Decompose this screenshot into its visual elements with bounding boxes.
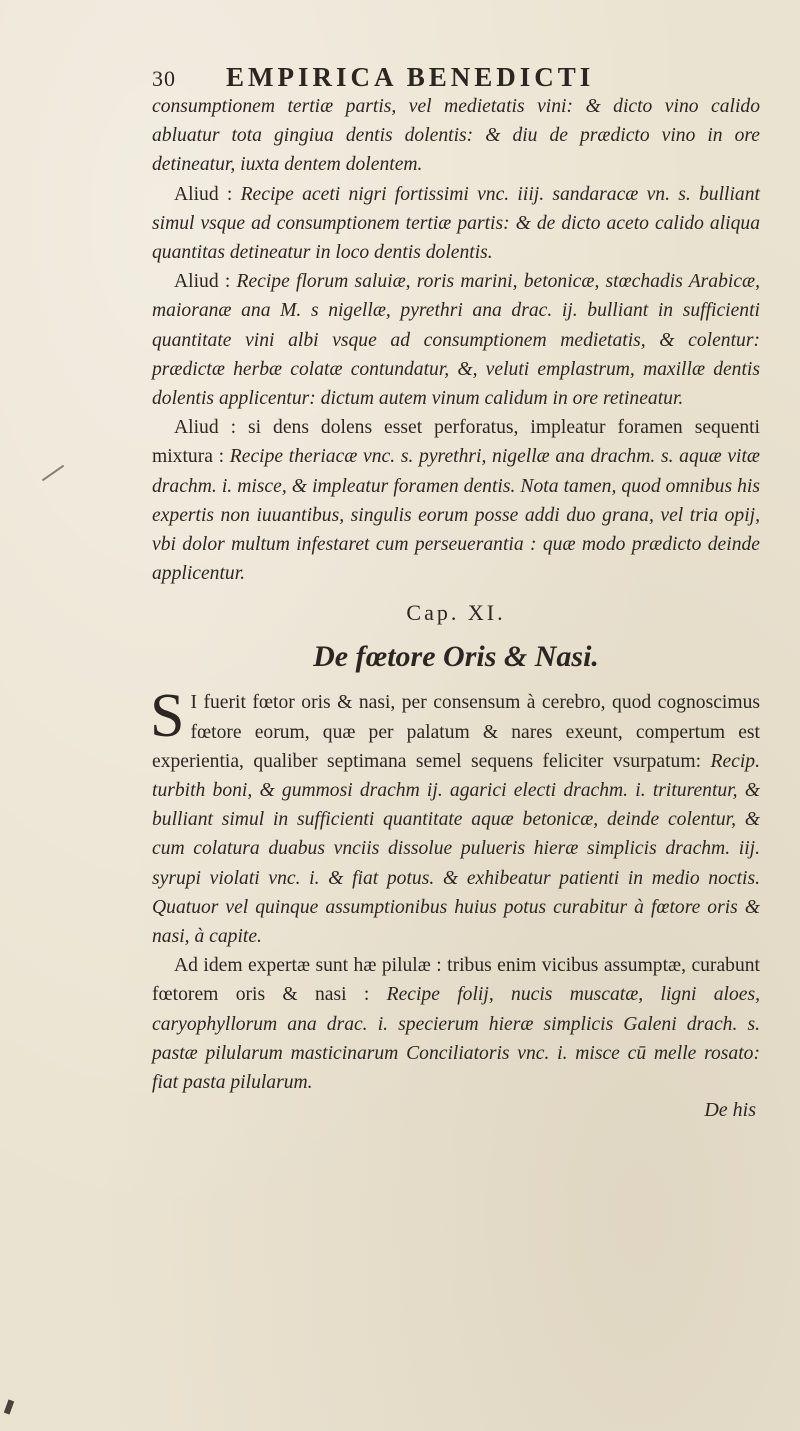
catchword: De his [704, 1099, 756, 1122]
ink-fleck [4, 1399, 14, 1414]
paragraph-text: Recip. turbith boni, & gummosi drachm ij. agarici electi drachm. i. triturentur, & bulliant simul in sufficienti quantitate aquæ betonicæ, deinde colentur, & cum colatura duabus vnciis dissolue pulueris hieræ simplicis drachm. iij. syrupi violati vnc. i. & fiat potus. & exhibeatur patienti in medio noctis. Quatuor vel quinque assumptionibus huius potus curabitur à fœtore oris & nasi, à capite. [152, 750, 760, 948]
chapter-number: Cap. XI. [406, 600, 506, 626]
paragraph-aliud-1 [152, 180, 760, 268]
paragraph-lead: Ad idem expertæ sunt hæ pilulæ : tribus enim vicibus assumptæ, curabunt fœtorem oris & nasi : [152, 955, 760, 1006]
paragraph-ad-idem [152, 951, 760, 1097]
chapter-title: De fœtore Oris & Nasi. [313, 640, 599, 674]
paragraph-lead: I fuerit fœtor oris & nasi, per consensum à cerebro, quod cognoscimus fœtore eorum, quæ per palatum & nares exeunt, compertum est experientia, qualiber septimana semel sequens feliciter vsurpatum: [152, 692, 760, 772]
paragraph-text: Recipe florum saluiæ, roris marini, betonicæ, stœchadis Arabicæ, maioranæ ana M. s nigellæ, pyrethri ana drac. ij. bulliant in sufficienti quantitate vini albi vsque ad consumptionem medietatis, & colentur: prædictæ herbæ colatæ contundatur, &, veluti emplastrum, maxillæ dentis dolentis applicentur: dictum autem vinum calidum in ore retineatur. [152, 271, 760, 410]
running-head [152, 62, 760, 92]
paragraph-text: consumptionem tertiæ partis, vel medietatis vini: & dicto vino calido abluatur tota gingiua dentis dolentis: & diu de prædicto vino in ore detineatur, iuxta dentem dolentem. [152, 96, 760, 176]
paragraph-lead: Aliud : [174, 271, 231, 293]
paragraph-lead: Aliud : [174, 183, 233, 205]
paragraph-text: Recipe aceti nigri fortissimi vnc. iiij. sandaracæ vn. s. bulliant simul vsque ad consumptionem tertiæ partis: & de dicto aceto calido aliqua quantitas detineatur in loco dentis dolentis. [152, 183, 760, 264]
paragraph-chapter-opening [150, 682, 760, 951]
paragraph-continuation [152, 92, 760, 180]
paragraph-aliud-3 [152, 413, 760, 588]
running-head-title: EMPIRICA BENEDICTI [226, 62, 595, 92]
page-number: 30 [152, 66, 176, 91]
body-text-bottom [150, 682, 761, 1097]
drop-cap: S [150, 682, 185, 751]
margin-pencil-mark [42, 465, 64, 482]
paragraph-aliud-2 [152, 267, 760, 413]
paragraph-lead: Aliud : si dens dolens esset perforatus, impleatur foramen sequenti mixtura : [152, 417, 760, 468]
paragraph-text: Recipe theriacæ vnc. s. pyrethri, nigellæ ana drachm. s. aquæ vitæ drachm. i. misce, & impleatur foramen dentis. Nota tamen, quod omnibus his expertis non iuuantibus, singulis eorum posse addi duo grana, vel tria opij, vbi dolor multum infestaret cum perseuerantia : quæ modo prædicto deinde applicentur. [152, 446, 760, 585]
body-text-top [152, 92, 760, 588]
paragraph-text: Recipe folij, nucis muscatæ, ligni aloes, caryophyllorum ana drac. i. specierum hieræ simplicis Galeni drach. s. pastæ pilularum masticinarum Conciliatoris vnc. i. misce cū melle rosato: fiat pasta pilularum. [152, 984, 761, 1094]
